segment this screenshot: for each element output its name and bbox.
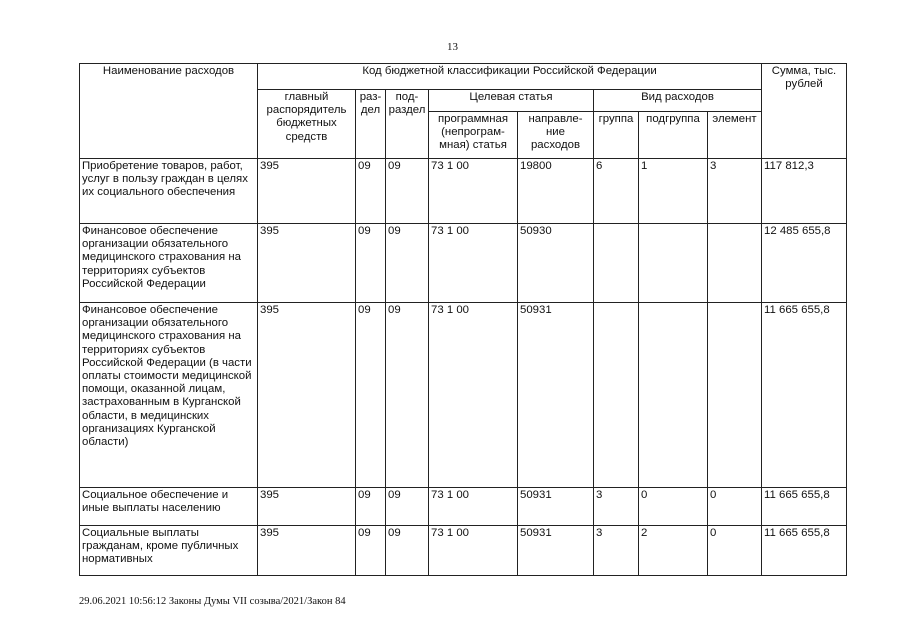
cell-main-admin: 395 xyxy=(258,159,356,224)
document-footer: 29.06.2021 10:56:12 Законы Думы VII созыва/2021/Закон 84 xyxy=(79,596,346,607)
cell-group xyxy=(594,224,639,303)
cell-sum: 11 665 655,8 xyxy=(762,526,847,576)
cell-subgroup: 1 xyxy=(639,159,708,224)
table-row xyxy=(80,526,847,576)
row-name: Социальные выплаты гражданам, кроме публичных нормативных xyxy=(80,526,258,576)
cell-main-admin: 395 xyxy=(258,224,356,303)
cell-subsection: 09 xyxy=(386,303,429,488)
table-row xyxy=(80,159,847,224)
cell-section: 09 xyxy=(356,159,386,224)
cell-main-admin: 395 xyxy=(258,303,356,488)
cell-sum: 12 485 655,8 xyxy=(762,224,847,303)
header-subgroup: подгруппа xyxy=(639,112,708,159)
cell-program: 73 1 00 xyxy=(429,159,518,224)
cell-subsection: 09 xyxy=(386,159,429,224)
header-sum: Сумма, тыс. рублей xyxy=(762,64,847,159)
cell-element: 0 xyxy=(708,488,762,526)
cell-group xyxy=(594,303,639,488)
header-target-article: Целевая статья xyxy=(429,90,594,112)
page-number: 13 xyxy=(447,41,458,53)
cell-element xyxy=(708,224,762,303)
header-code-group: Код бюджетной классификации Российской Федерации xyxy=(258,64,762,90)
cell-section: 09 xyxy=(356,224,386,303)
row-name: Приобретение товаров, работ, услуг в пользу граждан в целях их социального обеспечения xyxy=(80,159,258,224)
cell-program: 73 1 00 xyxy=(429,303,518,488)
cell-group: 3 xyxy=(594,526,639,576)
cell-subsection: 09 xyxy=(386,526,429,576)
cell-section: 09 xyxy=(356,303,386,488)
row-name: Социальное обеспечение и иные выплаты населению xyxy=(80,488,258,526)
cell-sum: 11 665 655,8 xyxy=(762,488,847,526)
cell-program: 73 1 00 xyxy=(429,526,518,576)
cell-program: 73 1 00 xyxy=(429,224,518,303)
header-section: раз-дел xyxy=(356,90,386,159)
table-row xyxy=(80,224,847,303)
header-group: группа xyxy=(594,112,639,159)
row-name: Финансовое обеспечение организации обязательного медицинского страхования на территориях субъектов Российской Федерации xyxy=(80,224,258,303)
cell-direction: 50931 xyxy=(518,488,594,526)
row-name: Финансовое обеспечение организации обязательного медицинского страхования на территориях субъектов Российской Федерации (в части оплаты стоимости медицинской помощи, оказанной лицам, застрахованным в Курганской области, в медицинских организациях Курганской области) xyxy=(80,303,258,488)
cell-sum: 11 665 655,8 xyxy=(762,303,847,488)
cell-group: 3 xyxy=(594,488,639,526)
cell-subsection: 09 xyxy=(386,488,429,526)
cell-direction: 50931 xyxy=(518,303,594,488)
cell-sum: 117 812,3 xyxy=(762,159,847,224)
cell-direction: 50931 xyxy=(518,526,594,576)
cell-subsection: 09 xyxy=(386,224,429,303)
cell-subgroup: 2 xyxy=(639,526,708,576)
header-name: Наименование расходов xyxy=(80,64,258,159)
cell-section: 09 xyxy=(356,488,386,526)
header-subsection: под-раздел xyxy=(386,90,429,159)
cell-subgroup: 0 xyxy=(639,488,708,526)
cell-main-admin: 395 xyxy=(258,526,356,576)
header-element: элемент xyxy=(708,112,762,159)
cell-element xyxy=(708,303,762,488)
cell-element: 0 xyxy=(708,526,762,576)
table-row xyxy=(80,488,847,526)
cell-direction: 50930 xyxy=(518,224,594,303)
cell-program: 73 1 00 xyxy=(429,488,518,526)
cell-group: 6 xyxy=(594,159,639,224)
table-row xyxy=(80,303,847,488)
cell-section: 09 xyxy=(356,526,386,576)
header-direction: направле-ние расходов xyxy=(518,112,594,159)
cell-direction: 19800 xyxy=(518,159,594,224)
header-expense-type: Вид расходов xyxy=(594,90,762,112)
cell-subgroup xyxy=(639,224,708,303)
budget-table xyxy=(79,63,847,576)
cell-main-admin: 395 xyxy=(258,488,356,526)
header-main-admin: главный распорядитель бюджетных средств xyxy=(258,90,356,159)
cell-element: 3 xyxy=(708,159,762,224)
cell-subgroup xyxy=(639,303,708,488)
header-program-article: программная (непрограм-мная) статья xyxy=(429,112,518,159)
